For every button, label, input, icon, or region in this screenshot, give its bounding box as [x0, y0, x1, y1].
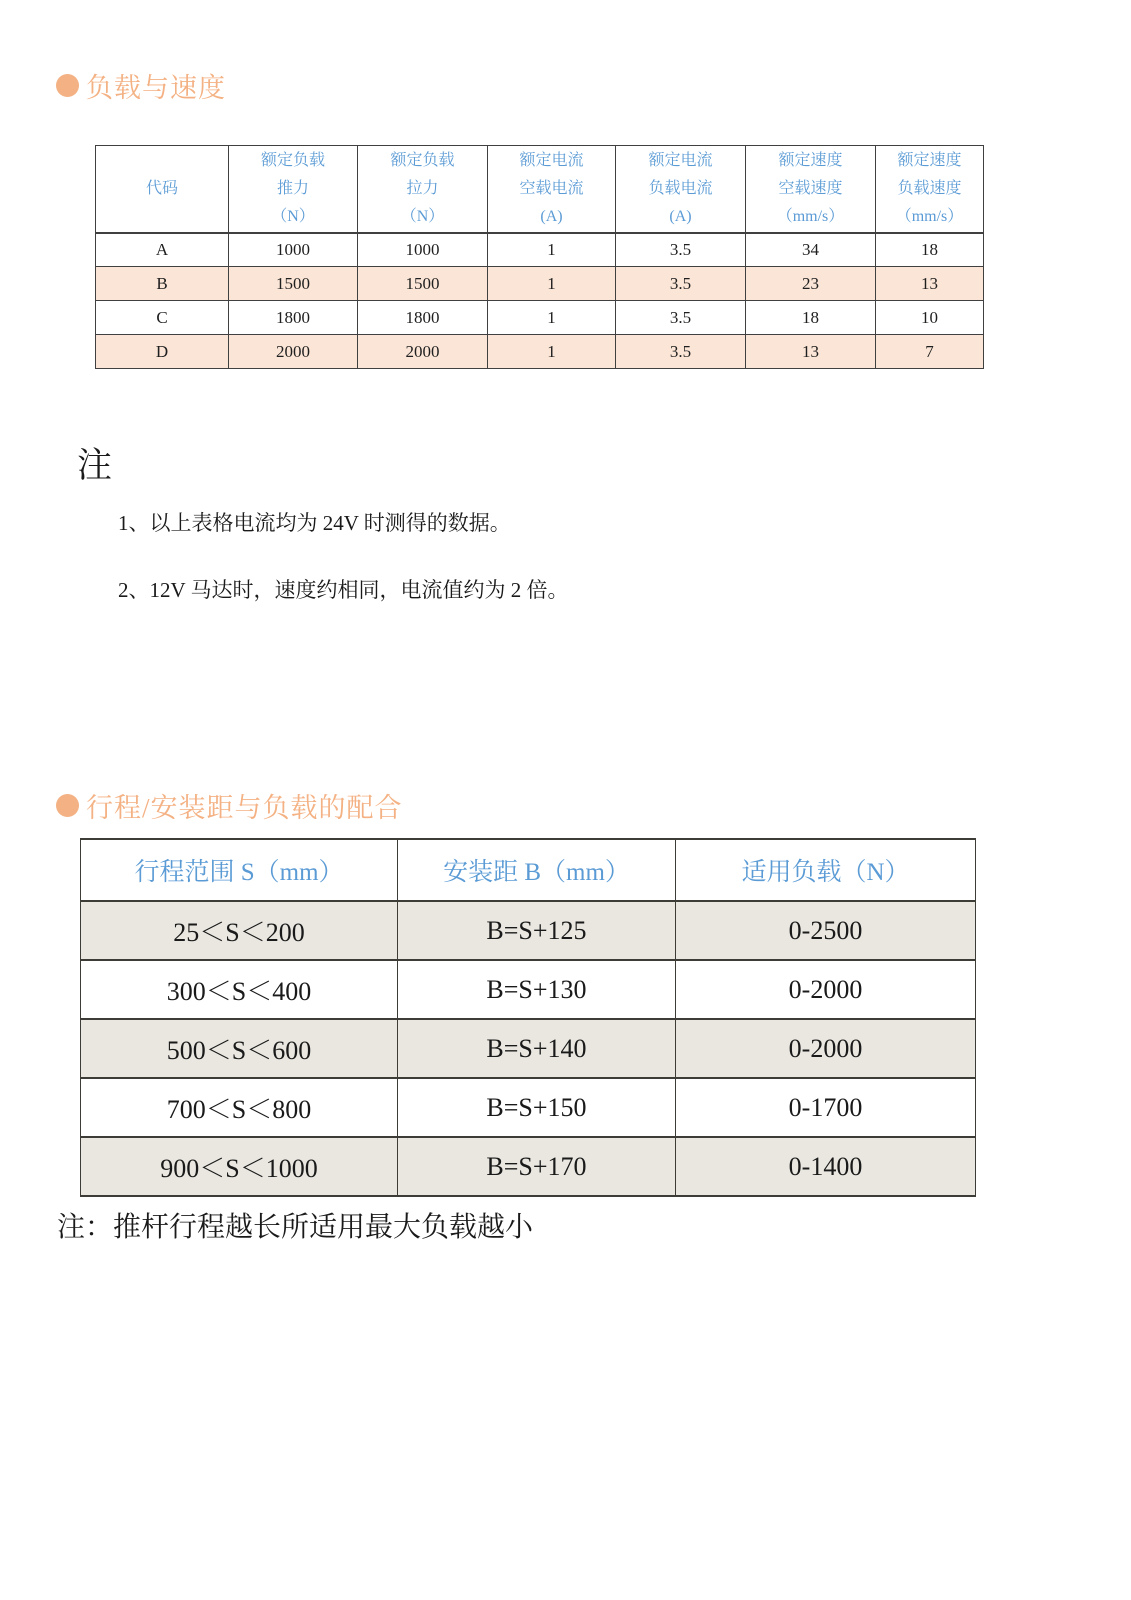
header-cell-pull-force — [358, 146, 488, 233]
header-line: 推力 — [276, 179, 309, 197]
header-cell-load-current — [616, 146, 746, 233]
cell-value: 1800 — [358, 301, 488, 335]
header-line: （N） — [400, 207, 445, 225]
cell-value: 13 — [746, 335, 876, 369]
cell-load: 0-1700 — [676, 1078, 976, 1137]
cell-stroke: 900＜S＜1000 — [81, 1137, 398, 1196]
header-cell-applicable-load: 适用负载（N） — [676, 839, 976, 901]
stroke-load-table — [80, 838, 976, 1197]
cell-load: 0-2500 — [676, 901, 976, 960]
table-row-b — [96, 267, 984, 301]
load-speed-table — [95, 145, 984, 369]
cell-stroke: 300＜S＜400 — [81, 960, 398, 1019]
cell-code: D — [96, 335, 229, 369]
header-line: 额定电流 — [648, 151, 713, 169]
cell-mount: B=S+140 — [398, 1019, 676, 1078]
table-row-a — [96, 233, 984, 267]
header-line: 拉力 — [406, 179, 439, 197]
cell-value: 13 — [876, 267, 984, 301]
header-line: 额定电流 — [519, 151, 584, 169]
notes-block — [77, 438, 569, 604]
cell-value: 1 — [488, 335, 616, 369]
header-cell-mount-distance: 安装距 B（mm） — [398, 839, 676, 901]
cell-mount: B=S+170 — [398, 1137, 676, 1196]
stroke-load-table-header — [81, 839, 976, 901]
header-line: 额定负载 — [260, 151, 325, 169]
cell-value: 18 — [876, 233, 984, 267]
notes-title: 注 — [77, 446, 113, 485]
cell-value: 3.5 — [616, 267, 746, 301]
header-cell-push-force — [229, 146, 358, 233]
header-line: 额定速度 — [778, 151, 843, 169]
section-title: 负载与速度 — [86, 73, 226, 103]
cell-load: 0-2000 — [676, 1019, 976, 1078]
cell-value: 10 — [876, 301, 984, 335]
table-row — [81, 960, 976, 1019]
header-line: （mm/s） — [776, 207, 845, 225]
bullet-icon — [56, 794, 79, 817]
cell-mount: B=S+150 — [398, 1078, 676, 1137]
cell-stroke: 25＜S＜200 — [81, 901, 398, 960]
cell-value: 3.5 — [616, 335, 746, 369]
table2-footnote: 注：推杆行程越长所适用最大负载越小 — [57, 1212, 534, 1243]
cell-code: C — [96, 301, 229, 335]
cell-value: 1800 — [229, 301, 358, 335]
header-line: (A) — [669, 207, 692, 225]
header-cell-noload-speed — [746, 146, 876, 233]
cell-value: 2000 — [229, 335, 358, 369]
cell-value: 1500 — [358, 267, 488, 301]
header-cell-code — [96, 146, 229, 233]
cell-value: 1000 — [229, 233, 358, 267]
bullet-icon — [56, 74, 79, 97]
header-line: 额定负载 — [390, 151, 455, 169]
header-line: （mm/s） — [895, 207, 964, 225]
table-row-d — [96, 335, 984, 369]
table-row — [81, 901, 976, 960]
cell-value: 1 — [488, 267, 616, 301]
cell-load: 0-1400 — [676, 1137, 976, 1196]
cell-value: 1 — [488, 233, 616, 267]
header-line: (A) — [540, 207, 563, 225]
header-line: 负载速度 — [897, 179, 962, 197]
cell-code: A — [96, 233, 229, 267]
header-line: 负载电流 — [648, 179, 713, 197]
header-line: 额定速度 — [897, 151, 962, 169]
table-row — [81, 1137, 976, 1196]
cell-value: 1000 — [358, 233, 488, 267]
cell-value: 18 — [746, 301, 876, 335]
cell-value: 1 — [488, 301, 616, 335]
header-cell-noload-current — [488, 146, 616, 233]
cell-load: 0-2000 — [676, 960, 976, 1019]
cell-value: 23 — [746, 267, 876, 301]
table-row-c — [96, 301, 984, 335]
header-line: 代码 — [145, 179, 178, 197]
cell-value: 3.5 — [616, 301, 746, 335]
header-cell-stroke-range: 行程范围 S（mm） — [81, 839, 398, 901]
cell-stroke: 500＜S＜600 — [81, 1019, 398, 1078]
table-header-row — [81, 839, 976, 901]
section-heading-load-speed — [56, 66, 226, 105]
note-item-1: 1、以上表格电流均为 24V 时测得的数据。 — [118, 511, 511, 535]
cell-code: B — [96, 267, 229, 301]
cell-value: 3.5 — [616, 233, 746, 267]
cell-value: 2000 — [358, 335, 488, 369]
load-speed-table-header — [96, 146, 984, 233]
header-line: 空载速度 — [778, 179, 843, 197]
table-row — [81, 1019, 976, 1078]
cell-stroke: 700＜S＜800 — [81, 1078, 398, 1137]
table-row — [81, 1078, 976, 1137]
cell-value: 1500 — [229, 267, 358, 301]
header-line: （N） — [271, 207, 315, 225]
cell-value: 7 — [876, 335, 984, 369]
section-title: 行程/安装距与负载的配合 — [86, 793, 403, 823]
header-line: 空载电流 — [519, 179, 584, 197]
cell-value: 34 — [746, 233, 876, 267]
section-heading-stroke-load — [56, 786, 403, 825]
cell-mount: B=S+125 — [398, 901, 676, 960]
note-item-2: 2、12V 马达时，速度约相同，电流值约为 2 倍。 — [118, 578, 569, 602]
cell-mount: B=S+130 — [398, 960, 676, 1019]
table-header-row — [96, 146, 984, 233]
header-cell-load-speed — [876, 146, 984, 233]
